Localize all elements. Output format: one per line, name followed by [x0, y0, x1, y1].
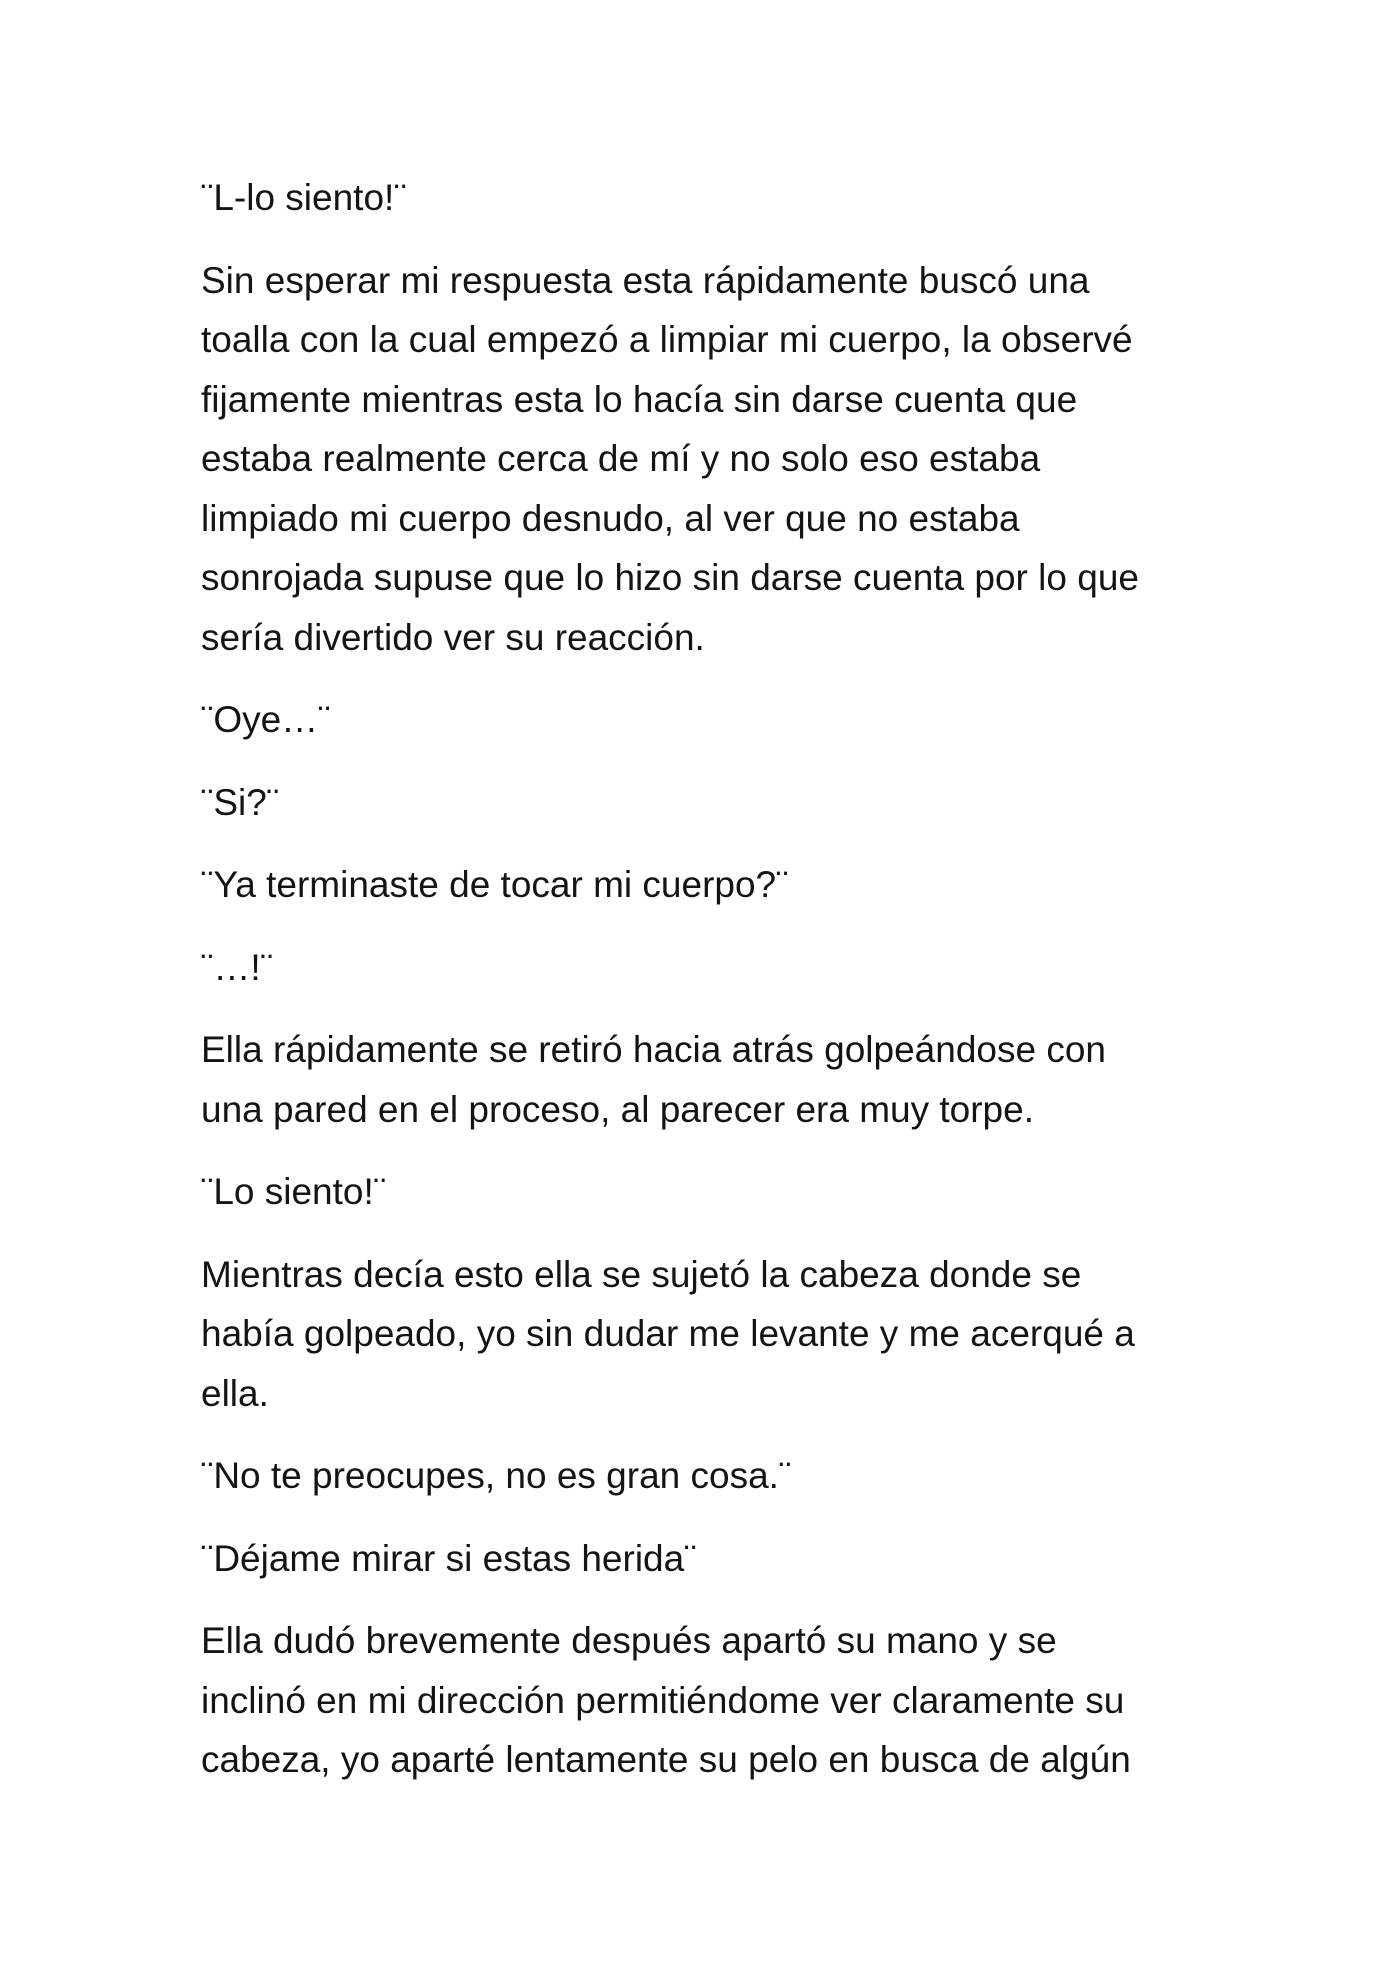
- text-line: ella.: [201, 1372, 269, 1414]
- dialogue-paragraph: [201, 690, 1201, 750]
- text-line: una pared en el proceso, al parecer era muy torpe.: [201, 1088, 1034, 1130]
- narrative-paragraph: [201, 1020, 1201, 1139]
- text-line: estaba realmente cerca de mí y no solo eso estaba: [201, 438, 1041, 479]
- text-line: Ella rápidamente se retiró hacia atrás golpeándose con: [201, 1029, 1107, 1070]
- text-line: ¨Ya terminaste de tocar mi cuerpo?¨: [201, 864, 789, 905]
- dialogue-paragraph: [201, 1162, 1201, 1222]
- text-line: inclinó en mi dirección permitiéndome ver claramente su: [201, 1679, 1125, 1721]
- text-line: ¨Si?¨: [201, 781, 280, 823]
- text-line: sonrojada supuse que lo hizo sin darse cuenta por lo que: [201, 557, 1139, 598]
- text-line: limpiado mi cuerpo desnudo, al ver que no estaba: [201, 497, 1020, 539]
- text-line: Sin esperar mi respuesta esta rápidamente buscó una: [201, 259, 1090, 301]
- text-line: ¨Lo siento!¨: [201, 1171, 387, 1212]
- dialogue-paragraph: [201, 168, 1201, 228]
- dialogue-paragraph: [201, 773, 1201, 833]
- dialogue-paragraph: [201, 1529, 1201, 1589]
- text-line: ¨No te preocupes, no es gran cosa.¨: [201, 1455, 792, 1496]
- dialogue-paragraph: [201, 938, 1201, 998]
- text-line: ¨L-lo siento!¨: [201, 177, 407, 218]
- text-line: toalla con la cual empezó a limpiar mi cuerpo, la observé: [201, 319, 1133, 360]
- narrative-paragraph: [201, 251, 1201, 668]
- text-line: Ella dudó brevemente después apartó su mano y se: [201, 1620, 1057, 1661]
- text-line: ¨…!¨: [201, 946, 273, 988]
- narrative-paragraph: [201, 1611, 1201, 1790]
- narrative-paragraph: [201, 1245, 1201, 1424]
- dialogue-paragraph: [201, 855, 1201, 915]
- text-line: cabeza, yo aparté lentamente su pelo en busca de algún: [201, 1739, 1131, 1780]
- text-line: ¨Oye…¨: [201, 699, 331, 740]
- text-line: Mientras decía esto ella se sujetó la cabeza donde se: [201, 1253, 1082, 1295]
- text-line: había golpeado, yo sin dudar me levante y me acerqué a: [201, 1313, 1135, 1354]
- text-line: sería divertido ver su reacción.: [201, 616, 705, 658]
- dialogue-paragraph: [201, 1446, 1201, 1506]
- story-text: [201, 168, 1201, 1813]
- text-line: ¨Déjame mirar si estas herida¨: [201, 1537, 697, 1579]
- text-line: fijamente mientras esta lo hacía sin darse cuenta que: [201, 378, 1078, 420]
